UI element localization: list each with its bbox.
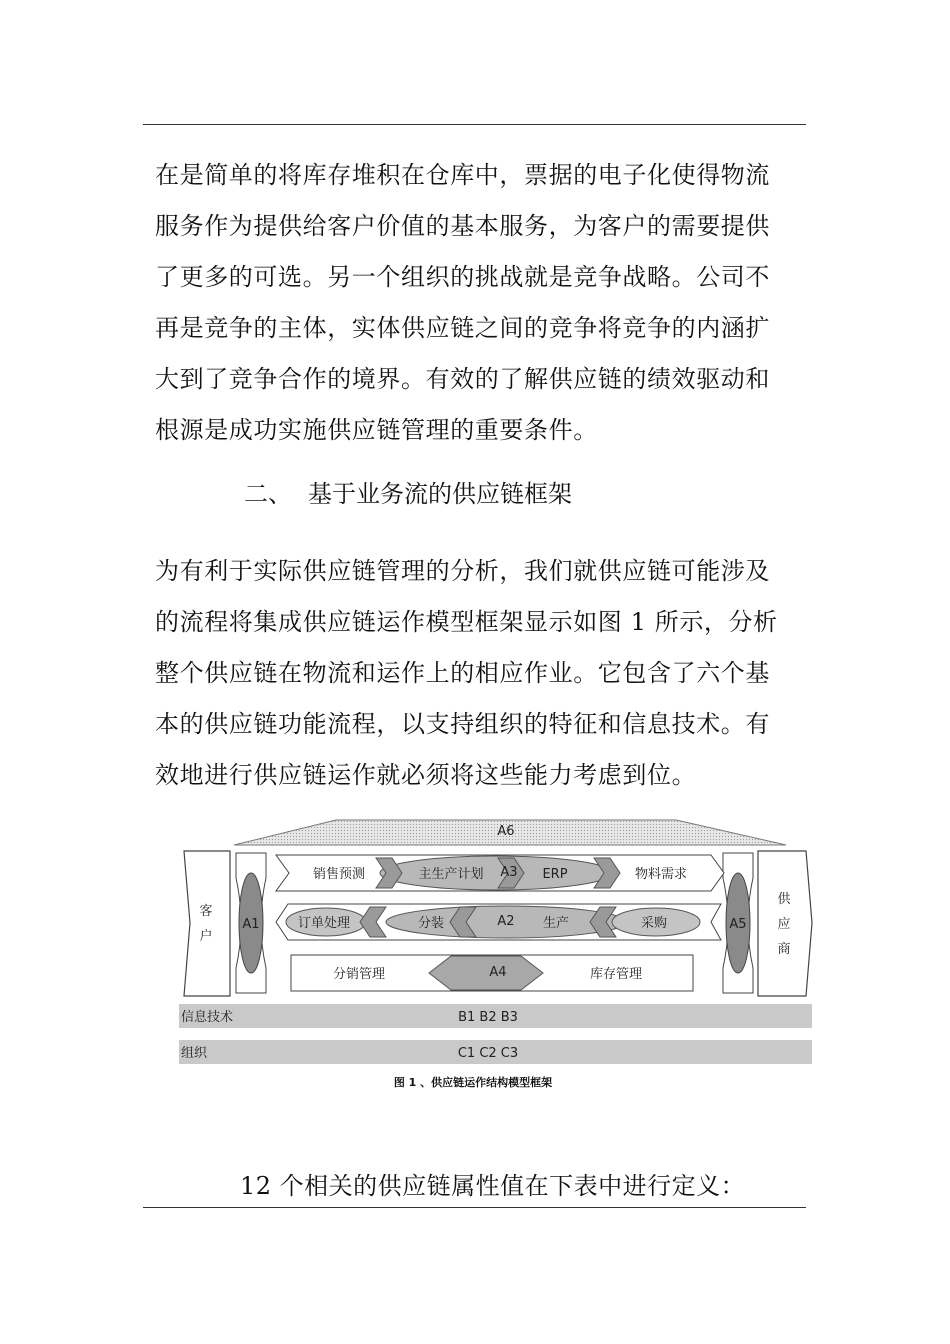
org-bar-value: C1 C2 C3	[457, 1046, 519, 1061]
row3-item-inventory: 库存管理	[589, 967, 643, 982]
org-bar-label: 组织	[181, 1046, 208, 1061]
supplier-label-3: 商	[777, 942, 791, 957]
supply-chain-framework-figure	[176, 818, 816, 1098]
row2-a2-label: A2	[497, 914, 515, 929]
paragraph-line: 为有利于实际供应链管理的分析，我们就供应链可能涉及	[155, 557, 770, 585]
a1-label: A1	[242, 917, 260, 932]
paragraph-line: 效地进行供应链运作就必须将这些能力考虑到位。	[155, 761, 697, 789]
a5-label: A5	[729, 917, 747, 932]
section-number: 二、	[244, 480, 292, 508]
a4-hexagon	[429, 956, 543, 990]
it-bar-label: 信息技术	[181, 1010, 234, 1025]
section-title: 基于业务流的供应链框架	[308, 480, 572, 508]
customer-label-2: 户	[199, 929, 213, 944]
row1-item-sales-forecast: 销售预测	[312, 867, 366, 882]
paragraph-line: 根源是成功实施供应链管理的重要条件。	[155, 416, 598, 444]
row1-center-ellipse	[380, 856, 612, 890]
paragraph-line: 大到了竞争合作的境界。有效的了解供应链的绩效驱动和	[155, 365, 770, 393]
figure-caption: 图 1 、供应链运作结构模型框架	[393, 1076, 553, 1089]
paragraph-line: 本的供应链功能流程，以支持组织的特征和信息技术。有	[155, 710, 770, 738]
paragraph-line: 了更多的可选。另一个组织的挑战就是竞争战略。公司不	[155, 263, 770, 291]
supplier-label-1: 供	[777, 892, 791, 907]
row1-item-erp: ERP	[542, 867, 568, 882]
header-rule	[143, 124, 806, 125]
row1-item-mps: 主生产计划	[418, 867, 484, 882]
footer-rule	[143, 1207, 806, 1208]
paragraph-1	[155, 150, 805, 456]
row1-item-mrp: 物料需求	[634, 867, 688, 882]
closing-line: 12 个相关的供应链属性值在下表中进行定义：	[240, 1172, 746, 1200]
customer-label-1: 客	[199, 904, 213, 919]
paragraph-line: 在是简单的将库存堆积在仓库中，票据的电子化使得物流	[155, 161, 770, 189]
row1-a3-label: A3	[500, 865, 518, 880]
a6-label: A6	[497, 824, 515, 839]
paragraph-line: 的流程将集成供应链运作模型框架显示如图 1 所示，分析	[155, 608, 778, 636]
it-bar-value: B1 B2 B3	[458, 1010, 518, 1025]
framework-diagram	[176, 818, 816, 1098]
paragraph-line: 再是竞争的主体，实体供应链之间的竞争将竞争的内涵扩	[155, 314, 770, 342]
section-heading	[244, 474, 572, 514]
paragraph-2	[155, 546, 805, 801]
customer-box	[184, 851, 230, 996]
row2-item-order-processing: 订单处理	[297, 916, 351, 931]
row3-a4-label: A4	[489, 965, 507, 980]
row2-item-packaging: 分装	[417, 916, 445, 931]
supplier-label-2: 应	[777, 917, 791, 932]
paragraph-line: 服务作为提供给客户价值的基本服务，为客户的需要提供	[155, 212, 770, 240]
paragraph-line: 整个供应链在物流和运作上的相应作业。它包含了六个基	[155, 659, 770, 687]
row2-item-procurement: 采购	[640, 916, 668, 931]
row3-item-distribution: 分销管理	[332, 967, 386, 982]
row2-item-production: 生产	[542, 916, 570, 931]
